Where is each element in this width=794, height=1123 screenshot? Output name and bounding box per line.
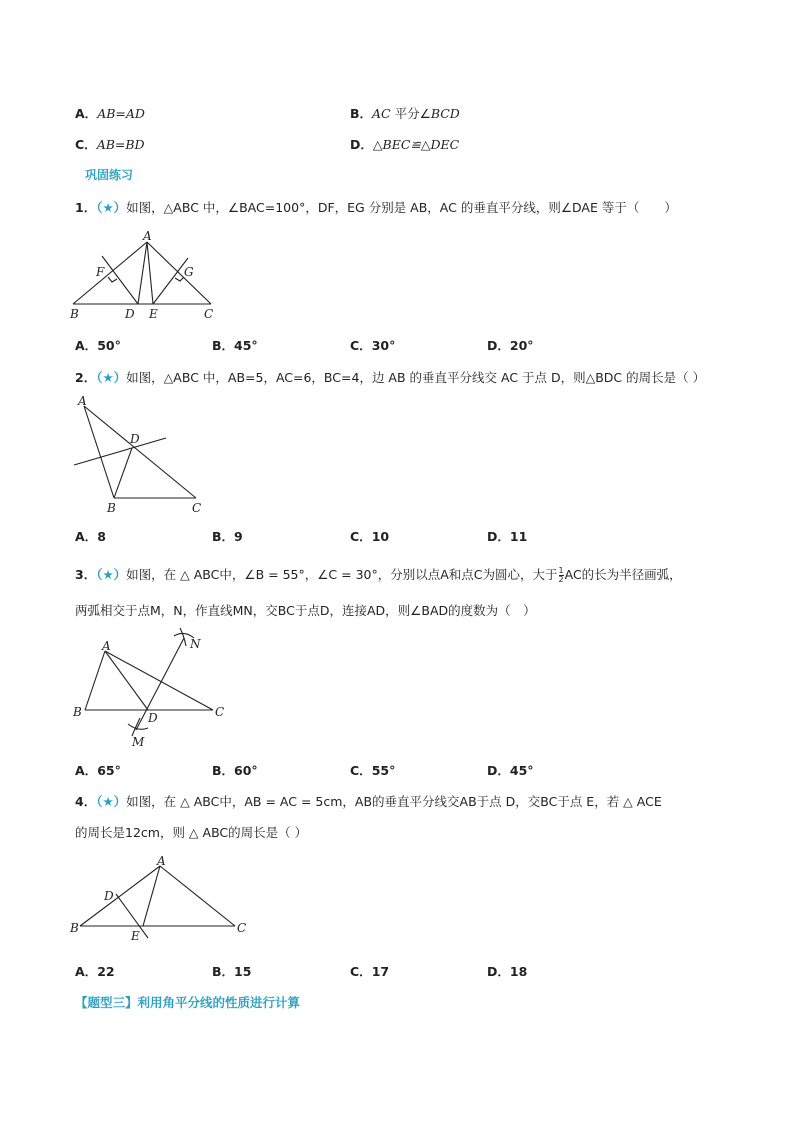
segment-bd bbox=[114, 448, 132, 498]
label-m: M bbox=[132, 735, 145, 749]
q1-option-d bbox=[487, 336, 534, 354]
question-4-figure bbox=[68, 852, 258, 942]
side-ab bbox=[80, 866, 160, 926]
fraction-numerator: 1 bbox=[558, 566, 564, 575]
q4-option-b bbox=[212, 962, 251, 980]
option-label: C． bbox=[75, 137, 97, 152]
option-label: B． bbox=[212, 964, 235, 979]
segment-ad bbox=[105, 651, 148, 710]
option-label: B． bbox=[212, 763, 235, 778]
q1-option-b bbox=[212, 336, 258, 354]
option-label: D． bbox=[487, 529, 510, 544]
label-d: D bbox=[148, 711, 158, 725]
label-a: A bbox=[78, 394, 87, 408]
option-text: 60° bbox=[234, 763, 258, 778]
question-stem: 如图，△ABC 中，AB=5，AC=6，BC=4，边 AB 的垂直平分线交 AC 于点 D，则△BDC 的周长是（ ） bbox=[126, 370, 706, 385]
right-angle-mark-f bbox=[108, 277, 117, 282]
perp-bisector-df bbox=[102, 256, 138, 304]
label-c: C bbox=[237, 921, 247, 935]
q3-option-d bbox=[487, 761, 534, 779]
difficulty-star: （★） bbox=[96, 200, 127, 215]
option-label: A． bbox=[75, 763, 98, 778]
label-e: E bbox=[149, 307, 158, 321]
option-text: △BEC≌△DEC bbox=[372, 137, 460, 152]
q1-option-c bbox=[350, 336, 395, 354]
question-number: 3． bbox=[75, 567, 97, 582]
side-ac bbox=[105, 651, 213, 710]
label-g: G bbox=[184, 265, 194, 279]
side-ac bbox=[84, 406, 196, 498]
label-b: B bbox=[107, 501, 116, 515]
label-c: C bbox=[215, 705, 225, 719]
option-text: 22 bbox=[97, 964, 115, 979]
segment-ae bbox=[147, 242, 153, 304]
option-label: D． bbox=[487, 964, 510, 979]
label-c: C bbox=[204, 307, 214, 321]
label-d: D bbox=[125, 307, 135, 321]
question-2-text bbox=[75, 368, 705, 386]
option-text-post: BCD bbox=[430, 106, 460, 121]
option-d bbox=[350, 135, 459, 153]
option-b bbox=[350, 104, 460, 122]
option-text-pre: AC bbox=[372, 106, 391, 121]
option-label: A． bbox=[75, 338, 98, 353]
question-number: 2． bbox=[75, 370, 97, 385]
option-text-mid: 平分∠ bbox=[390, 106, 431, 121]
option-text: 10 bbox=[371, 529, 390, 544]
option-label: B． bbox=[212, 338, 235, 353]
fraction-denominator: 2 bbox=[558, 575, 564, 584]
segment-ad bbox=[138, 242, 147, 304]
label-n: N bbox=[190, 637, 201, 651]
question-1-figure bbox=[68, 228, 218, 324]
option-label: A． bbox=[75, 106, 98, 121]
side-ac bbox=[147, 242, 211, 304]
question-stem-part-2: AC的长为半径画弧， bbox=[564, 567, 682, 582]
q3-option-a bbox=[75, 761, 121, 779]
label-b: B bbox=[70, 307, 79, 321]
option-label: D． bbox=[487, 338, 510, 353]
fraction-half bbox=[559, 567, 564, 584]
option-text: 55° bbox=[371, 763, 396, 778]
label-a: A bbox=[143, 229, 152, 243]
option-text: 17 bbox=[371, 964, 390, 979]
side-ab bbox=[84, 406, 114, 498]
option-text: 30° bbox=[371, 338, 396, 353]
question-number: 4． bbox=[75, 794, 97, 809]
option-label: C． bbox=[350, 529, 372, 544]
question-1-text bbox=[75, 198, 677, 216]
label-d: D bbox=[130, 432, 140, 446]
q2-option-a bbox=[75, 527, 106, 545]
q2-option-c bbox=[350, 527, 389, 545]
option-label: B． bbox=[212, 529, 235, 544]
option-c bbox=[75, 135, 145, 153]
option-label: D． bbox=[350, 137, 373, 152]
question-2-figure bbox=[72, 392, 207, 516]
question-4-line-1 bbox=[75, 792, 662, 810]
question-3-line-2: 两弧相交于点M，N，作直线MN，交BC于点D，连接AD，则∠BAD的度数为（ ） bbox=[75, 603, 536, 618]
q4-option-c bbox=[350, 962, 389, 980]
difficulty-star: （★） bbox=[96, 794, 127, 809]
question-stem: 如图，△ABC 中，∠BAC=100°，DF，EG 分别是 AB，AC 的垂直平分线，则∠DAE 等于（ ） bbox=[126, 200, 677, 215]
q4-option-a bbox=[75, 962, 115, 980]
difficulty-star: （★） bbox=[96, 370, 127, 385]
perp-bisector bbox=[74, 438, 166, 465]
option-text: 20° bbox=[509, 338, 534, 353]
label-b: B bbox=[73, 705, 82, 719]
segment-ae bbox=[143, 866, 160, 926]
side-ab bbox=[73, 242, 147, 304]
label-c: C bbox=[192, 501, 202, 515]
option-label: D． bbox=[487, 763, 510, 778]
option-text: 9 bbox=[234, 529, 243, 544]
option-label: C． bbox=[350, 763, 372, 778]
q3-option-b bbox=[212, 761, 258, 779]
option-text: AB=BD bbox=[96, 137, 145, 152]
option-label: B． bbox=[350, 106, 373, 121]
question-stem-part-1: 如图，在 △ ABC中，∠B = 55°，∠C = 30°，分别以点A和点C为圆心，大于 bbox=[126, 567, 558, 582]
difficulty-star: （★） bbox=[96, 567, 127, 582]
line-mn bbox=[136, 638, 184, 730]
option-text: 8 bbox=[97, 529, 106, 544]
q4-option-d bbox=[487, 962, 527, 980]
label-e: E bbox=[131, 929, 140, 942]
question-stem: 如图，在 △ ABC中，AB = AC = 5cm，AB的垂直平分线交AB于点 D，交BC于点 E，若 △ ACE bbox=[126, 794, 662, 809]
label-a: A bbox=[102, 639, 111, 653]
label-b: B bbox=[70, 921, 79, 935]
q2-option-b bbox=[212, 527, 243, 545]
q3-option-c bbox=[350, 761, 395, 779]
option-text: 45° bbox=[234, 338, 258, 353]
option-text: AB=AD bbox=[97, 106, 145, 121]
section-heading: 巩固练习 bbox=[85, 168, 134, 182]
section-heading-type-3: 【题型三】利用角平分线的性质进行计算 bbox=[75, 995, 301, 1010]
option-label: C． bbox=[350, 338, 372, 353]
option-text: 45° bbox=[509, 763, 534, 778]
option-text: 65° bbox=[97, 763, 121, 778]
question-3-line-1 bbox=[75, 565, 682, 584]
side-ac bbox=[160, 866, 235, 926]
option-label: A． bbox=[75, 529, 98, 544]
option-a bbox=[75, 104, 145, 122]
option-text: 50° bbox=[97, 338, 121, 353]
option-label: A． bbox=[75, 964, 98, 979]
option-label: C． bbox=[350, 964, 372, 979]
option-text: 18 bbox=[509, 964, 528, 979]
label-f: F bbox=[96, 265, 105, 279]
question-4-line-2: 的周长是12cm，则 △ ABC的周长是（ ） bbox=[75, 825, 308, 840]
option-text: 11 bbox=[509, 529, 528, 544]
question-number: 1． bbox=[75, 200, 97, 215]
side-ab bbox=[85, 651, 105, 710]
option-text: 15 bbox=[234, 964, 252, 979]
label-d: D bbox=[104, 889, 114, 903]
question-3-figure bbox=[70, 624, 240, 752]
right-angle-mark-g bbox=[175, 277, 184, 281]
label-a: A bbox=[157, 854, 166, 868]
q1-option-a bbox=[75, 336, 121, 354]
q2-option-d bbox=[487, 527, 527, 545]
